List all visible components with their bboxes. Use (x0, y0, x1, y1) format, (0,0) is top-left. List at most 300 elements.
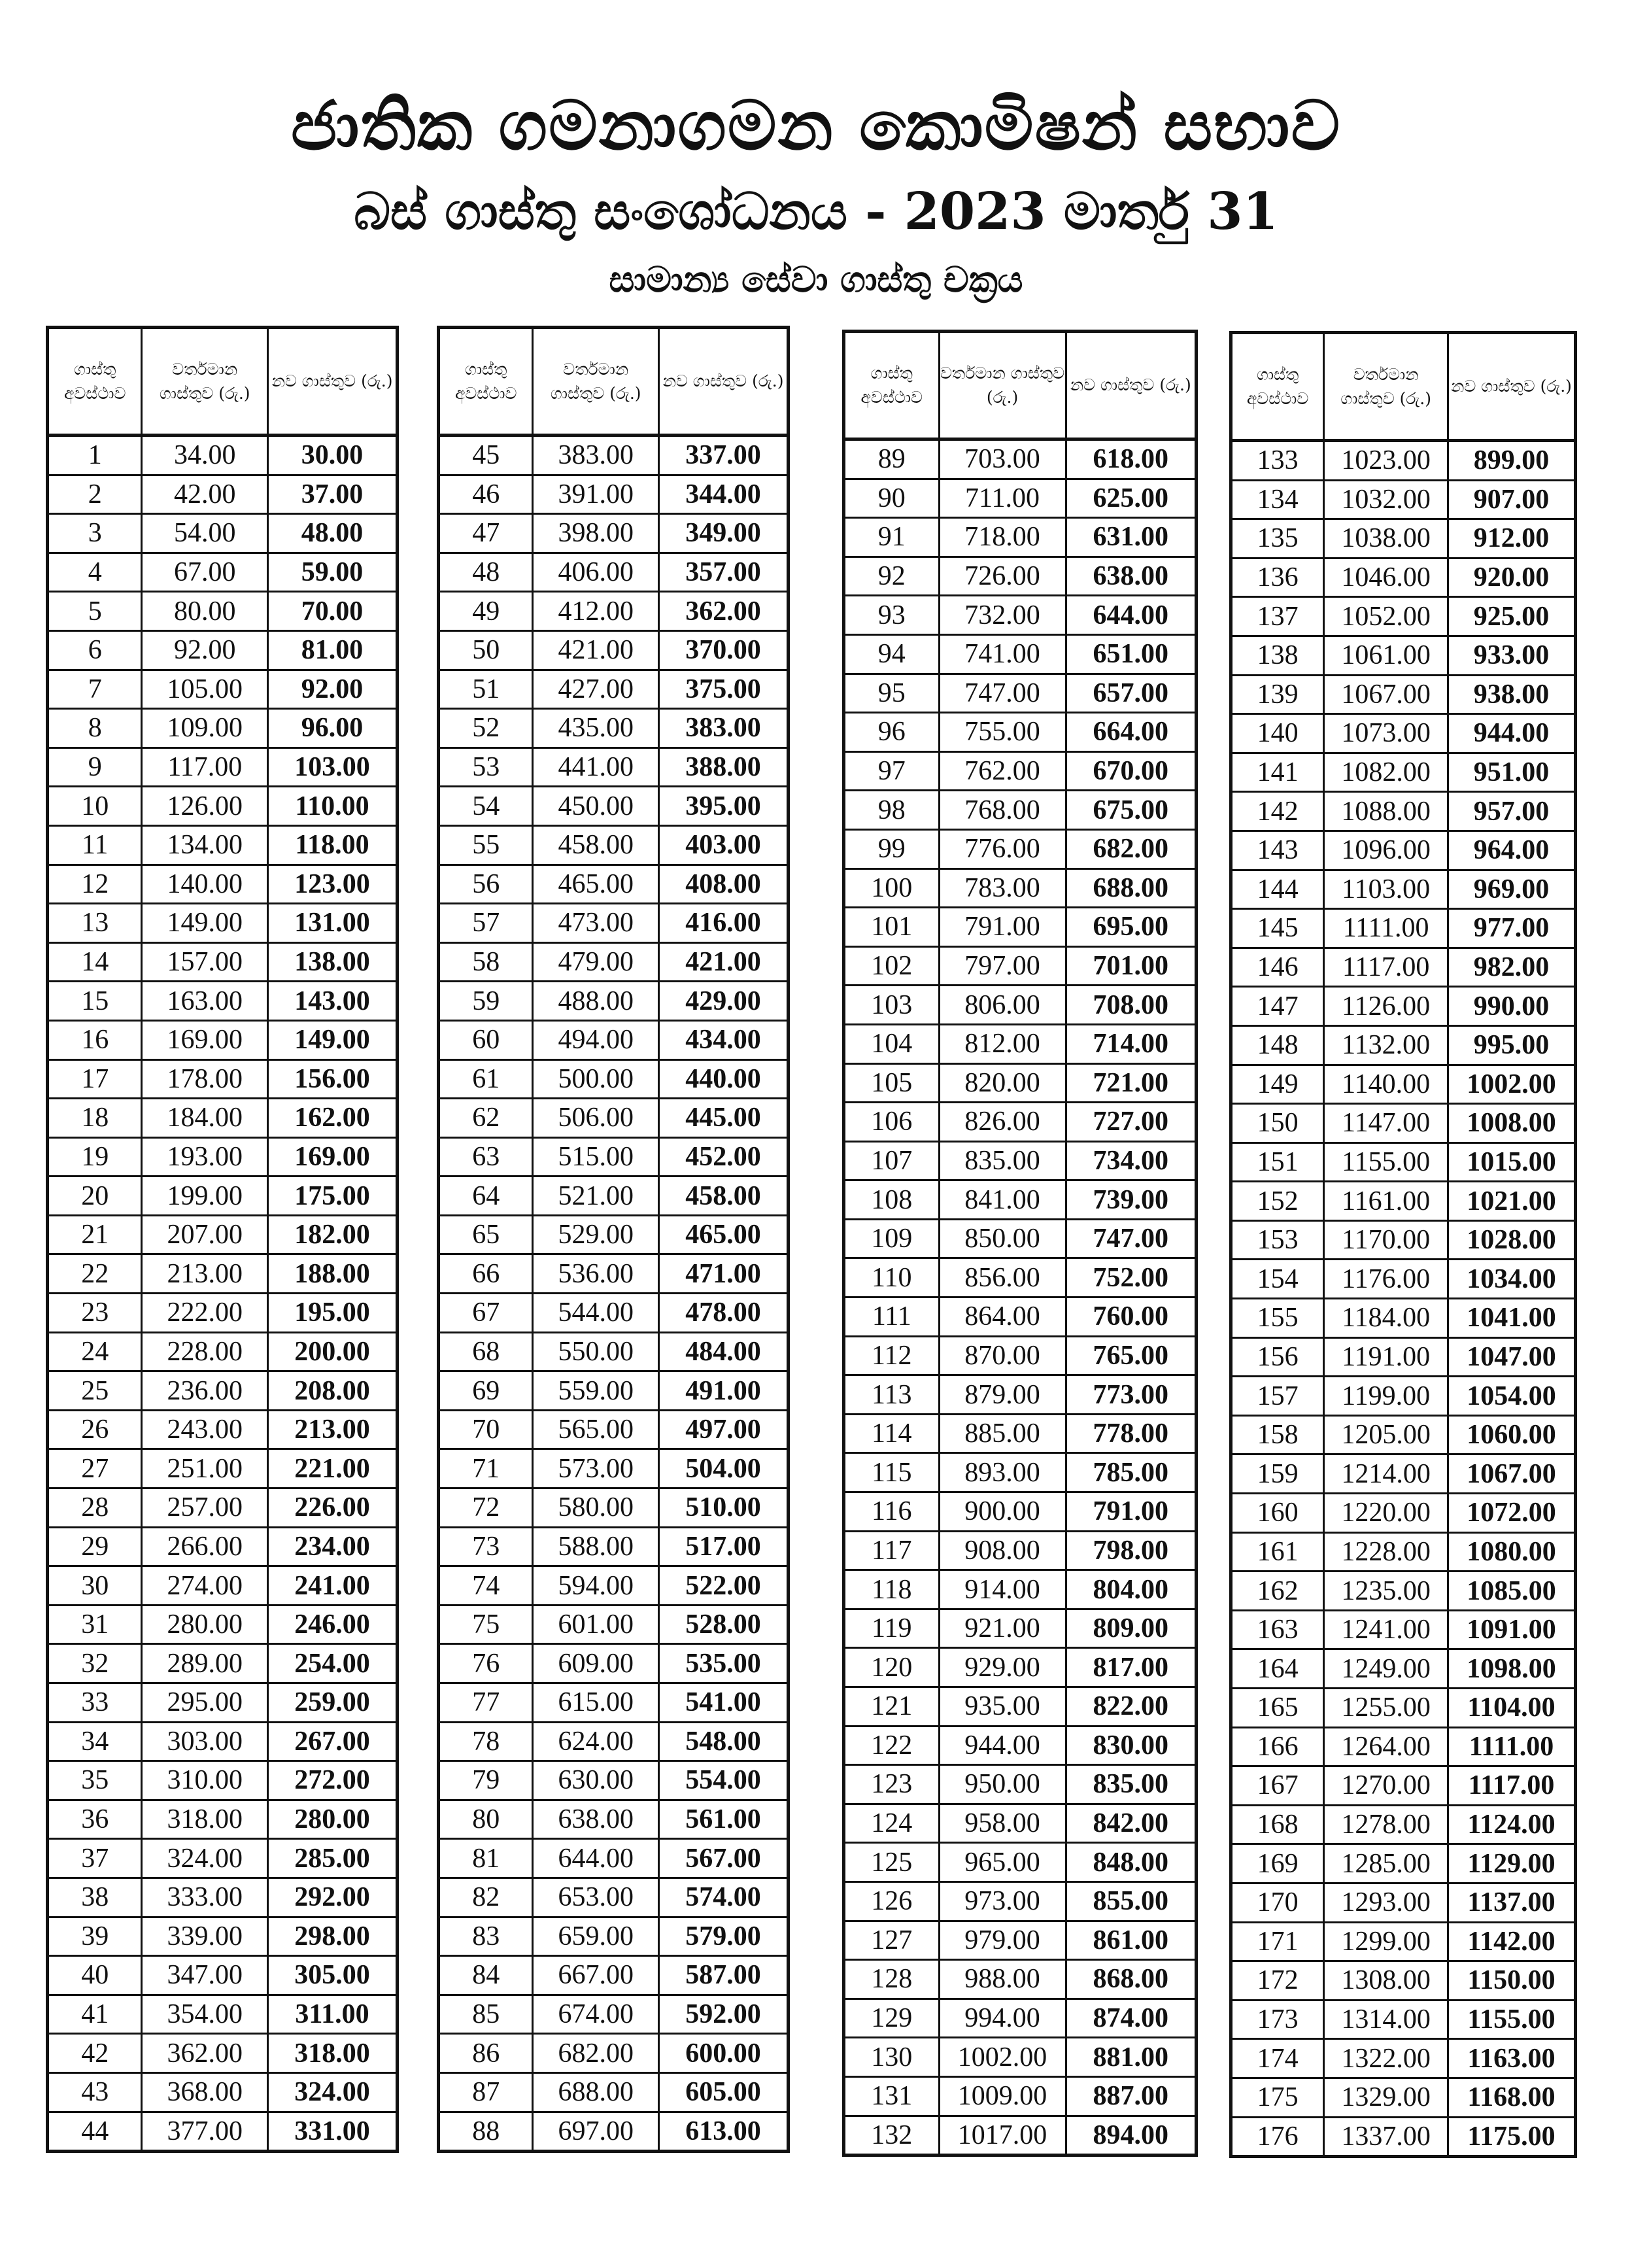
fare-stage-cell: 137 (1231, 597, 1324, 636)
new-fare-cell: 1047.00 (1448, 1337, 1576, 1377)
fare-stage-cell: 34 (48, 1722, 142, 1761)
fare-stage-cell: 21 (48, 1215, 142, 1254)
table-row (1231, 831, 1576, 870)
fare-stage-cell: 153 (1231, 1220, 1324, 1260)
new-fare-cell: 298.00 (268, 1917, 398, 1956)
table-row (48, 514, 398, 553)
current-fare-cell: 251.00 (142, 1449, 268, 1488)
fare-stage-cell: 80 (439, 1800, 533, 1839)
new-fare-cell: 734.00 (1066, 1141, 1196, 1180)
fare-stage-cell: 110 (844, 1258, 940, 1297)
table-row (1231, 1649, 1576, 1689)
current-fare-cell: 228.00 (142, 1332, 268, 1371)
current-fare-cell: 667.00 (533, 1956, 659, 1995)
new-fare-cell: 429.00 (659, 982, 789, 1021)
new-fare-cell: 504.00 (659, 1449, 789, 1488)
current-fare-cell: 1061.00 (1324, 636, 1448, 675)
fare-stage-cell: 19 (48, 1137, 142, 1177)
new-fare-cell: 855.00 (1066, 1881, 1196, 1921)
current-fare-cell: 609.00 (533, 1644, 659, 1683)
fare-stage-cell: 32 (48, 1644, 142, 1683)
current-fare-cell: 427.00 (533, 670, 659, 709)
new-fare-cell: 739.00 (1066, 1180, 1196, 1220)
new-fare-cell: 48.00 (268, 514, 398, 553)
fare-stage-cell: 62 (439, 1099, 533, 1138)
current-fare-cell: 674.00 (533, 1995, 659, 2034)
current-fare-cell: 1155.00 (1324, 1143, 1448, 1182)
header-new-fare: නව ගාස්තුව (රු.) (268, 328, 398, 436)
new-fare-cell: 1155.00 (1448, 2000, 1576, 2039)
current-fare-cell: 383.00 (533, 436, 659, 475)
table-row (439, 1878, 789, 1917)
fare-stage-cell: 102 (844, 946, 940, 986)
table-row (1231, 1377, 1576, 1416)
fare-stage-cell: 136 (1231, 558, 1324, 597)
current-fare-cell: 222.00 (142, 1294, 268, 1333)
fare-stage-cell: 43 (48, 2072, 142, 2112)
new-fare-cell: 272.00 (268, 1761, 398, 1800)
new-fare-cell: 1085.00 (1448, 1572, 1576, 1611)
table-row (439, 1683, 789, 1723)
table-row (48, 1332, 398, 1371)
new-fare-cell: 30.00 (268, 436, 398, 475)
new-fare-cell: 1117.00 (1448, 1766, 1576, 1806)
table-row (844, 1999, 1197, 2038)
table-row (48, 1137, 398, 1177)
fare-stage-cell: 75 (439, 1605, 533, 1644)
table-row (1231, 1572, 1576, 1611)
table-row (48, 436, 398, 475)
current-fare-cell: 289.00 (142, 1644, 268, 1683)
fare-stage-cell: 30 (48, 1566, 142, 1606)
fare-stage-cell: 161 (1231, 1532, 1324, 1572)
fare-stage-cell: 96 (844, 713, 940, 752)
table-row (1231, 675, 1576, 714)
fare-stage-cell: 52 (439, 709, 533, 748)
new-fare-cell: 1034.00 (1448, 1260, 1576, 1299)
new-fare-cell: 395.00 (659, 787, 789, 826)
new-fare-cell: 149.00 (268, 1020, 398, 1059)
table-row (48, 787, 398, 826)
current-fare-cell: 893.00 (939, 1453, 1066, 1492)
new-fare-cell: 1067.00 (1448, 1454, 1576, 1494)
table-row (844, 986, 1197, 1025)
table-row (439, 592, 789, 631)
current-fare-cell: 280.00 (142, 1605, 268, 1644)
new-fare-cell: 561.00 (659, 1800, 789, 1839)
fare-stage-cell: 143 (1231, 831, 1324, 870)
fare-stage-cell: 25 (48, 1371, 142, 1411)
new-fare-cell: 440.00 (659, 1059, 789, 1099)
current-fare-cell: 117.00 (142, 747, 268, 787)
current-fare-cell: 1038.00 (1324, 519, 1448, 558)
fare-stage-cell: 147 (1231, 987, 1324, 1026)
table-row (844, 1921, 1197, 1960)
current-fare-cell: 207.00 (142, 1215, 268, 1254)
current-fare-cell: 1017.00 (939, 2116, 1066, 2156)
table-row (439, 1644, 789, 1683)
fare-stage-cell: 116 (844, 1492, 940, 1532)
table-row (439, 1059, 789, 1099)
new-fare-cell: 631.00 (1066, 518, 1196, 557)
current-fare-cell: 488.00 (533, 982, 659, 1021)
current-fare-cell: 435.00 (533, 709, 659, 748)
new-fare-cell: 241.00 (268, 1566, 398, 1606)
table-row (844, 1687, 1197, 1727)
new-fare-cell: 714.00 (1066, 1024, 1196, 1063)
table-row (1231, 2000, 1576, 2039)
fare-stage-cell: 66 (439, 1254, 533, 1294)
fare-stage-cell: 117 (844, 1531, 940, 1570)
fare-stage-cell: 115 (844, 1453, 940, 1492)
table-row (844, 1180, 1197, 1220)
new-fare-cell: 881.00 (1066, 2038, 1196, 2077)
table-row (844, 596, 1197, 635)
fare-stage-cell: 47 (439, 514, 533, 553)
table-row (1231, 597, 1576, 636)
table-row (48, 1917, 398, 1956)
new-fare-cell: 143.00 (268, 982, 398, 1021)
table-row (1231, 2117, 1576, 2157)
new-fare-cell: 613.00 (659, 2112, 789, 2152)
new-fare-cell: 484.00 (659, 1332, 789, 1371)
fare-stage-cell: 138 (1231, 636, 1324, 675)
table-row (439, 865, 789, 904)
fare-stage-cell: 164 (1231, 1649, 1324, 1689)
fare-stage-cell: 157 (1231, 1377, 1324, 1416)
fare-stage-cell: 7 (48, 670, 142, 709)
current-fare-cell: 1322.00 (1324, 2039, 1448, 2078)
table-row (48, 1683, 398, 1723)
current-fare-cell: 594.00 (533, 1566, 659, 1606)
table-row (1231, 1610, 1576, 1649)
new-fare-cell: 445.00 (659, 1099, 789, 1138)
new-fare-cell: 234.00 (268, 1527, 398, 1566)
fare-stage-cell: 67 (439, 1294, 533, 1333)
table-row (48, 982, 398, 1021)
new-fare-cell: 657.00 (1066, 674, 1196, 713)
table-row (439, 1099, 789, 1138)
current-fare-cell: 885.00 (939, 1414, 1066, 1453)
current-fare-cell: 1126.00 (1324, 987, 1448, 1026)
new-fare-cell: 188.00 (268, 1254, 398, 1294)
fare-stage-cell: 44 (48, 2112, 142, 2152)
new-fare-cell: 1098.00 (1448, 1649, 1576, 1689)
table-row (1231, 753, 1576, 792)
table-row (439, 1956, 789, 1995)
fare-stage-cell: 27 (48, 1449, 142, 1488)
fare-stage-cell: 140 (1231, 714, 1324, 753)
new-fare-cell: 798.00 (1066, 1531, 1196, 1570)
new-fare-cell: 182.00 (268, 1215, 398, 1254)
current-fare-cell: 412.00 (533, 592, 659, 631)
table-row (48, 1294, 398, 1333)
fare-stage-cell: 142 (1231, 792, 1324, 831)
fare-stage-cell: 104 (844, 1024, 940, 1063)
new-fare-cell: 747.00 (1066, 1219, 1196, 1258)
fare-stage-cell: 171 (1231, 1922, 1324, 1961)
new-fare-cell: 721.00 (1066, 1063, 1196, 1103)
new-fare-cell: 388.00 (659, 747, 789, 787)
table-row (48, 1215, 398, 1254)
table-row (1231, 1337, 1576, 1377)
new-fare-cell: 1054.00 (1448, 1377, 1576, 1416)
new-fare-cell: 408.00 (659, 865, 789, 904)
current-fare-cell: 900.00 (939, 1492, 1066, 1532)
table-row (439, 1177, 789, 1216)
fare-stage-cell: 9 (48, 747, 142, 787)
current-fare-cell: 741.00 (939, 634, 1066, 674)
current-fare-cell: 544.00 (533, 1294, 659, 1333)
new-fare-cell: 285.00 (268, 1839, 398, 1878)
fare-stage-cell: 33 (48, 1683, 142, 1723)
fare-stage-cell: 133 (1231, 441, 1324, 481)
table-row (844, 1648, 1197, 1687)
current-fare-cell: 973.00 (939, 1881, 1066, 1921)
new-fare-cell: 752.00 (1066, 1258, 1196, 1297)
current-fare-cell: 506.00 (533, 1099, 659, 1138)
current-fare-cell: 994.00 (939, 1999, 1066, 2038)
current-fare-cell: 318.00 (142, 1800, 268, 1839)
table-row (48, 1254, 398, 1294)
new-fare-cell: 1104.00 (1448, 1689, 1576, 1728)
fare-stage-cell: 20 (48, 1177, 142, 1216)
fare-stage-cell: 51 (439, 670, 533, 709)
current-fare-cell: 797.00 (939, 946, 1066, 986)
new-fare-cell: 1129.00 (1448, 1844, 1576, 1883)
new-fare-cell: 421.00 (659, 942, 789, 982)
new-fare-cell: 618.00 (1066, 439, 1196, 479)
new-fare-cell: 246.00 (268, 1605, 398, 1644)
new-fare-cell: 324.00 (268, 2072, 398, 2112)
new-fare-cell: 118.00 (268, 825, 398, 865)
header-current-fare: වර්තමාන ගාස්තුව (රු.) (939, 332, 1066, 439)
new-fare-cell: 70.00 (268, 592, 398, 631)
current-fare-cell: 688.00 (533, 2072, 659, 2112)
table-row (48, 1177, 398, 1216)
table-row (439, 1488, 789, 1528)
current-fare-cell: 1314.00 (1324, 2000, 1448, 2039)
table-row (48, 2112, 398, 2152)
current-fare-cell: 1170.00 (1324, 1220, 1448, 1260)
table-row (844, 1453, 1197, 1492)
table-row (1231, 1844, 1576, 1883)
current-fare-cell: 1264.00 (1324, 1727, 1448, 1766)
new-fare-cell: 1028.00 (1448, 1220, 1576, 1260)
fare-stage-cell: 16 (48, 1020, 142, 1059)
fare-stage-cell: 50 (439, 630, 533, 670)
table-row (439, 904, 789, 943)
new-fare-cell: 452.00 (659, 1137, 789, 1177)
fare-stage-cell: 3 (48, 514, 142, 553)
fare-stage-cell: 105 (844, 1063, 940, 1103)
current-fare-cell: 806.00 (939, 986, 1066, 1025)
fare-stage-cell: 6 (48, 630, 142, 670)
table-row (48, 2072, 398, 2112)
current-fare-cell: 559.00 (533, 1371, 659, 1411)
table-row (439, 825, 789, 865)
table-row (439, 1020, 789, 1059)
table-row (1231, 1104, 1576, 1143)
fare-stage-cell: 78 (439, 1722, 533, 1761)
fare-stage-cell: 121 (844, 1687, 940, 1727)
fare-stage-cell: 84 (439, 1956, 533, 1995)
fare-stage-cell: 98 (844, 791, 940, 830)
fare-stage-cell: 45 (439, 436, 533, 475)
current-fare-cell: 929.00 (939, 1648, 1066, 1687)
current-fare-cell: 864.00 (939, 1297, 1066, 1337)
table-header-row (844, 332, 1197, 439)
header-fare-stage: ගාස්තු අවස්ථාව (48, 328, 142, 436)
table-row (439, 1410, 789, 1449)
fare-stage-cell: 151 (1231, 1143, 1324, 1182)
fare-stage-cell: 158 (1231, 1415, 1324, 1454)
new-fare-cell: 548.00 (659, 1722, 789, 1761)
table-row (439, 1722, 789, 1761)
new-fare-cell: 765.00 (1066, 1336, 1196, 1375)
table-row (48, 2034, 398, 2073)
new-fare-cell: 600.00 (659, 2034, 789, 2073)
new-fare-cell: 357.00 (659, 553, 789, 592)
table-row (439, 630, 789, 670)
table-row (439, 475, 789, 514)
fare-stage-cell: 127 (844, 1921, 940, 1960)
table-row (48, 1800, 398, 1839)
new-fare-cell: 675.00 (1066, 791, 1196, 830)
current-fare-cell: 820.00 (939, 1063, 1066, 1103)
new-fare-cell: 510.00 (659, 1488, 789, 1528)
fare-stage-cell: 145 (1231, 909, 1324, 948)
new-fare-cell: 110.00 (268, 787, 398, 826)
current-fare-cell: 565.00 (533, 1410, 659, 1449)
fare-stage-cell: 159 (1231, 1454, 1324, 1494)
current-fare-cell: 870.00 (939, 1336, 1066, 1375)
fare-stage-cell: 90 (844, 479, 940, 518)
new-fare-cell: 670.00 (1066, 751, 1196, 791)
table-row (844, 1336, 1197, 1375)
current-fare-cell: 54.00 (142, 514, 268, 553)
current-fare-cell: 1111.00 (1324, 909, 1448, 948)
current-fare-cell: 391.00 (533, 475, 659, 514)
current-fare-cell: 850.00 (939, 1219, 1066, 1258)
current-fare-cell: 465.00 (533, 865, 659, 904)
new-fare-cell: 81.00 (268, 630, 398, 670)
current-fare-cell: 776.00 (939, 829, 1066, 868)
table-row (1231, 1805, 1576, 1844)
table-row (439, 709, 789, 748)
table-row (844, 1414, 1197, 1453)
header-current-fare: වර්තමාන ගාස්තුව (රු.) (533, 328, 659, 436)
fare-stage-cell: 1 (48, 436, 142, 475)
current-fare-cell: 1214.00 (1324, 1454, 1448, 1494)
current-fare-cell: 1285.00 (1324, 1844, 1448, 1883)
table-row (48, 630, 398, 670)
new-fare-cell: 497.00 (659, 1410, 789, 1449)
table-row (844, 1843, 1197, 1882)
fare-stage-cell: 111 (844, 1297, 940, 1337)
current-fare-cell: 515.00 (533, 1137, 659, 1177)
current-fare-cell: 1270.00 (1324, 1766, 1448, 1806)
fare-table-3 (842, 330, 1198, 2157)
new-fare-cell: 1021.00 (1448, 1182, 1576, 1221)
current-fare-cell: 841.00 (939, 1180, 1066, 1220)
current-fare-cell: 134.00 (142, 825, 268, 865)
table-row (48, 1566, 398, 1606)
current-fare-cell: 697.00 (533, 2112, 659, 2152)
current-fare-cell: 458.00 (533, 825, 659, 865)
table-header-row (1231, 333, 1576, 441)
table-row (48, 1020, 398, 1059)
current-fare-cell: 1161.00 (1324, 1182, 1448, 1221)
current-fare-cell: 1308.00 (1324, 1961, 1448, 2001)
new-fare-cell: 1150.00 (1448, 1961, 1576, 2001)
new-fare-cell: 1080.00 (1448, 1532, 1576, 1572)
current-fare-cell: 1147.00 (1324, 1104, 1448, 1143)
current-fare-cell: 1082.00 (1324, 753, 1448, 792)
new-fare-cell: 809.00 (1066, 1609, 1196, 1648)
current-fare-cell: 1088.00 (1324, 792, 1448, 831)
table-row (48, 709, 398, 748)
current-fare-cell: 1140.00 (1324, 1065, 1448, 1104)
fare-stage-cell: 126 (844, 1881, 940, 1921)
fare-stage-cell: 37 (48, 1839, 142, 1878)
new-fare-cell: 822.00 (1066, 1687, 1196, 1727)
fare-stage-cell: 88 (439, 2112, 533, 2152)
fare-stage-cell: 160 (1231, 1494, 1324, 1533)
fare-stage-cell: 31 (48, 1605, 142, 1644)
fare-stage-cell: 152 (1231, 1182, 1324, 1221)
new-fare-cell: 370.00 (659, 630, 789, 670)
current-fare-cell: 236.00 (142, 1371, 268, 1411)
current-fare-cell: 521.00 (533, 1177, 659, 1216)
table-row (844, 1492, 1197, 1532)
current-fare-cell: 711.00 (939, 479, 1066, 518)
new-fare-cell: 587.00 (659, 1956, 789, 1995)
table-row (844, 1960, 1197, 1999)
new-fare-cell: 912.00 (1448, 519, 1576, 558)
new-fare-cell: 874.00 (1066, 1999, 1196, 2038)
new-fare-cell: 995.00 (1448, 1025, 1576, 1065)
table-row (844, 1881, 1197, 1921)
current-fare-cell: 644.00 (533, 1839, 659, 1878)
new-fare-cell: 574.00 (659, 1878, 789, 1917)
new-fare-cell: 977.00 (1448, 909, 1576, 948)
table-row (48, 1410, 398, 1449)
current-fare-cell: 126.00 (142, 787, 268, 826)
fare-stage-cell: 176 (1231, 2117, 1324, 2157)
new-fare-cell: 403.00 (659, 825, 789, 865)
new-fare-cell: 280.00 (268, 1800, 398, 1839)
fare-stage-cell: 101 (844, 908, 940, 947)
table-row (439, 1995, 789, 2034)
new-fare-cell: 951.00 (1448, 753, 1576, 792)
current-fare-cell: 347.00 (142, 1956, 268, 1995)
table-row (1231, 987, 1576, 1026)
current-fare-cell: 573.00 (533, 1449, 659, 1488)
current-fare-cell: 333.00 (142, 1878, 268, 1917)
fare-stage-cell: 53 (439, 747, 533, 787)
table-row (844, 1765, 1197, 1804)
fare-stage-cell: 46 (439, 475, 533, 514)
new-fare-cell: 605.00 (659, 2072, 789, 2112)
current-fare-cell: 1023.00 (1324, 441, 1448, 481)
fare-stage-cell: 122 (844, 1726, 940, 1765)
fare-stage-cell: 93 (844, 596, 940, 635)
new-fare-cell: 638.00 (1066, 557, 1196, 596)
current-fare-cell: 494.00 (533, 1020, 659, 1059)
current-fare-cell: 762.00 (939, 751, 1066, 791)
fare-stage-cell: 60 (439, 1020, 533, 1059)
